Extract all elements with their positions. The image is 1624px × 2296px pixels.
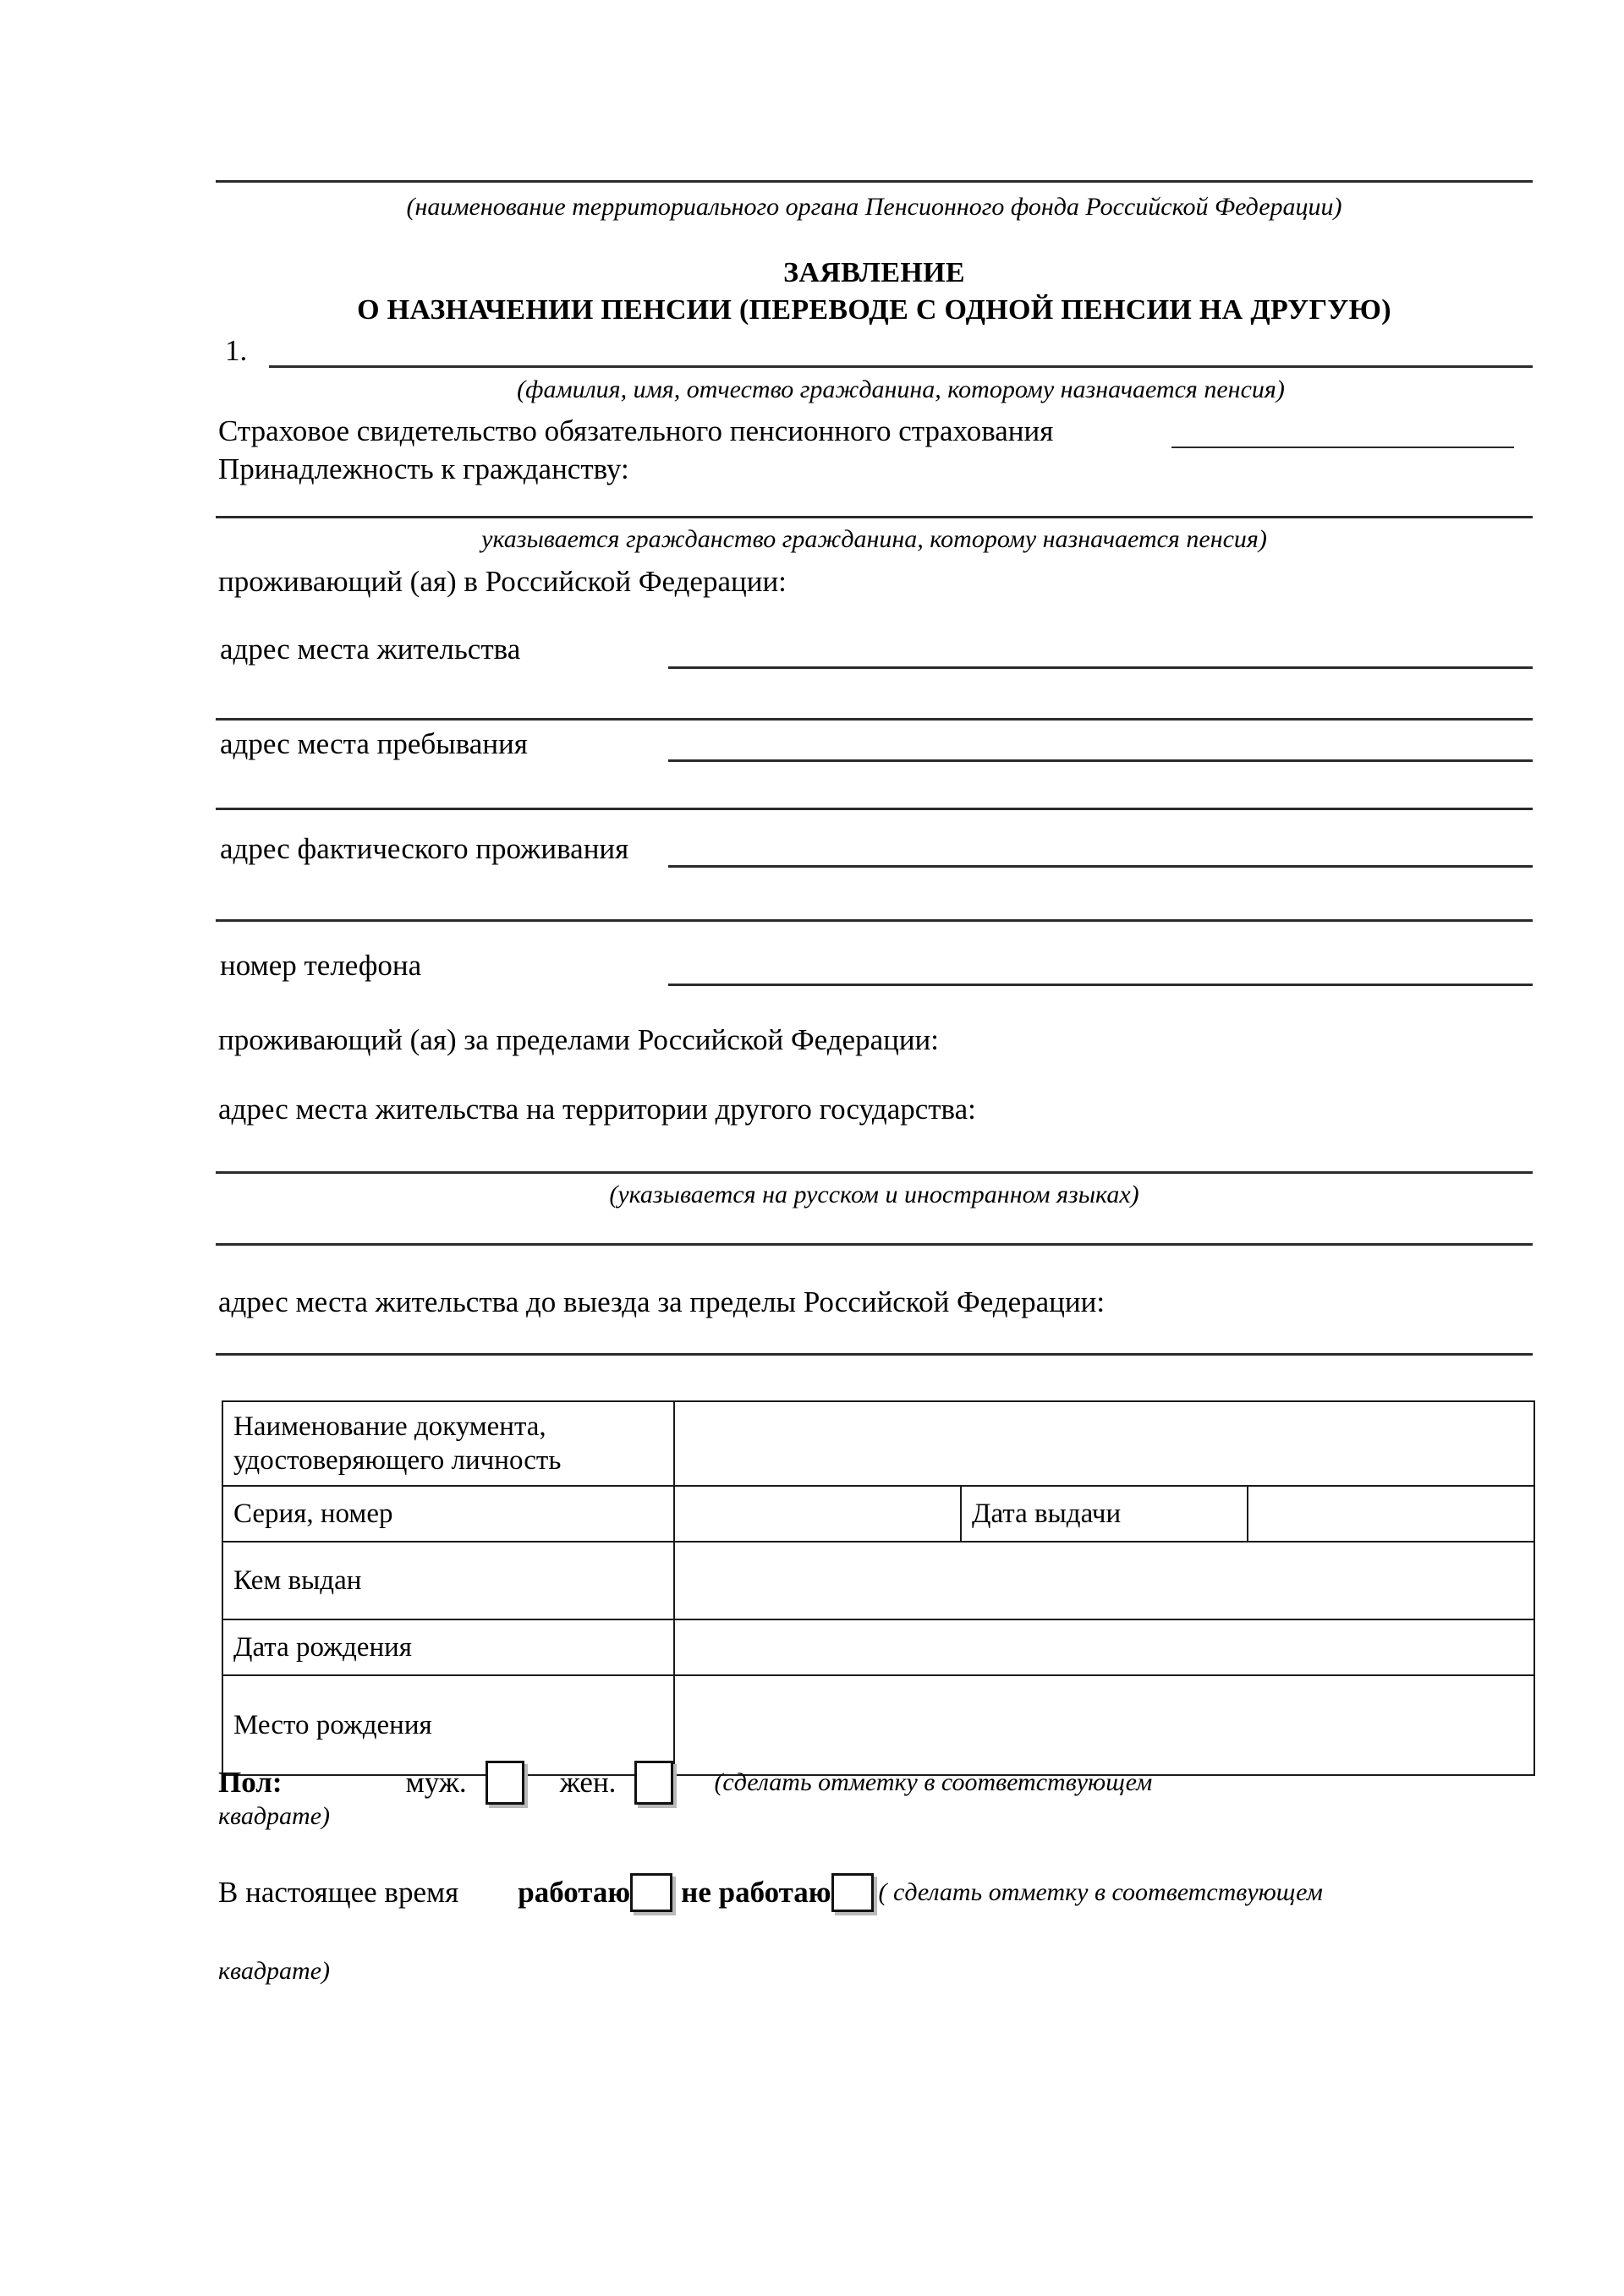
doc-name-label-line2: удостоверяющего личность <box>233 1445 562 1476</box>
citizenship-caption: указывается гражданство гражданина, которому назначается пенсия) <box>481 525 1267 553</box>
doc-serial-value[interactable] <box>674 1486 961 1542</box>
doc-issue-date-label: Дата выдачи <box>961 1486 1248 1542</box>
table-row <box>222 1401 1534 1486</box>
employment-not-working-checkbox[interactable] <box>831 1873 874 1912</box>
employment-hint-line-2: квадрате) <box>218 1957 330 1985</box>
citizenship-label: Принадлежность к гражданству: <box>218 452 629 485</box>
form-title-line-2: О НАЗНАЧЕНИИ ПЕНСИИ (ПЕРЕВОДЕ С ОДНОЙ ПЕНСИИ НА ДРУГУЮ) <box>357 294 1391 326</box>
gender-hint-line-1: (сделать отметку в соответствующем <box>714 1768 1153 1796</box>
birth-date-value[interactable] <box>674 1619 1534 1675</box>
address-abroad-input-rule[interactable] <box>216 1171 1533 1174</box>
snils-input-rule[interactable] <box>1171 447 1514 448</box>
citizenship-input-rule[interactable] <box>216 516 1533 518</box>
gender-male-checkbox[interactable] <box>486 1761 524 1805</box>
employment-hint-line-1: ( сделать отметку в соответствующем <box>878 1878 1323 1906</box>
address-stay-input-rule-2[interactable] <box>216 808 1533 810</box>
address-abroad-input-rule-2[interactable] <box>216 1243 1533 1246</box>
gender-row <box>218 1761 1538 1805</box>
residence-ru-heading: проживающий (ая) в Российской Федерации: <box>218 565 787 598</box>
address-residence-input-rule-2[interactable] <box>216 718 1533 721</box>
snils-label: Страховое свидетельство обязательного пенсионного страхования <box>218 414 1054 447</box>
identity-document-table <box>222 1400 1535 1776</box>
employment-row <box>218 1873 1588 1912</box>
doc-name-label <box>222 1401 674 1486</box>
phone-number-label: номер телефона <box>220 949 422 982</box>
address-before-departure-input-rule[interactable] <box>216 1353 1533 1356</box>
doc-serial-label: Серия, номер <box>222 1486 674 1542</box>
doc-name-label-line1: Наименование документа, <box>233 1411 546 1442</box>
gender-hint-line-2: квадрате) <box>218 1802 330 1830</box>
address-residence-input-rule[interactable] <box>668 666 1533 669</box>
address-actual-label: адрес фактического проживания <box>220 832 629 865</box>
address-before-departure-label: адрес места жительства до выезда за пределы Российской Федерации: <box>218 1285 1106 1318</box>
fio-caption: (фамилия, имя, отчество гражданина, которому назначается пенсия) <box>517 375 1285 403</box>
address-actual-input-rule-2[interactable] <box>216 919 1533 922</box>
gender-label: Пол: <box>218 1766 283 1799</box>
employment-working-label: работаю <box>518 1876 631 1909</box>
form-title-line-1: ЗАЯВЛЕНИЕ <box>783 257 965 288</box>
doc-name-value[interactable] <box>674 1401 1534 1486</box>
residence-abroad-heading: проживающий (ая) за пределами Российской Федерации: <box>218 1023 940 1056</box>
languages-caption: (указывается на русском и иностранном языках) <box>609 1181 1139 1208</box>
address-stay-label: адрес места пребывания <box>220 727 528 760</box>
gender-female-label: жен. <box>559 1766 617 1799</box>
employment-working-checkbox[interactable] <box>630 1873 672 1912</box>
item-1-number: 1. <box>225 334 248 367</box>
doc-issue-date-value[interactable] <box>1248 1486 1534 1542</box>
birth-place-label: Место рождения <box>222 1675 674 1775</box>
doc-issuer-value[interactable] <box>674 1542 1534 1619</box>
phone-number-input-rule[interactable] <box>668 984 1533 986</box>
table-row <box>222 1542 1534 1619</box>
employment-not-working-label: не работаю <box>681 1876 831 1909</box>
gender-male-label: муж. <box>405 1766 467 1799</box>
fio-input-rule[interactable] <box>269 365 1533 368</box>
organization-name-rule[interactable] <box>216 180 1533 183</box>
address-abroad-label: адрес места жительства на территории другого государства: <box>218 1093 976 1126</box>
organization-name-caption: (наименование территориального органа Пенсионного фонда Российской Федерации) <box>406 193 1342 221</box>
gender-female-checkbox[interactable] <box>634 1761 673 1805</box>
employment-prefix: В настоящее время <box>218 1876 459 1909</box>
birth-date-label: Дата рождения <box>222 1619 674 1675</box>
address-residence-label: адрес места жительства <box>220 633 521 666</box>
table-row <box>222 1486 1534 1542</box>
address-actual-input-rule[interactable] <box>668 865 1533 868</box>
address-stay-input-rule[interactable] <box>668 759 1533 762</box>
doc-issuer-label: Кем выдан <box>222 1542 674 1619</box>
table-row <box>222 1619 1534 1675</box>
